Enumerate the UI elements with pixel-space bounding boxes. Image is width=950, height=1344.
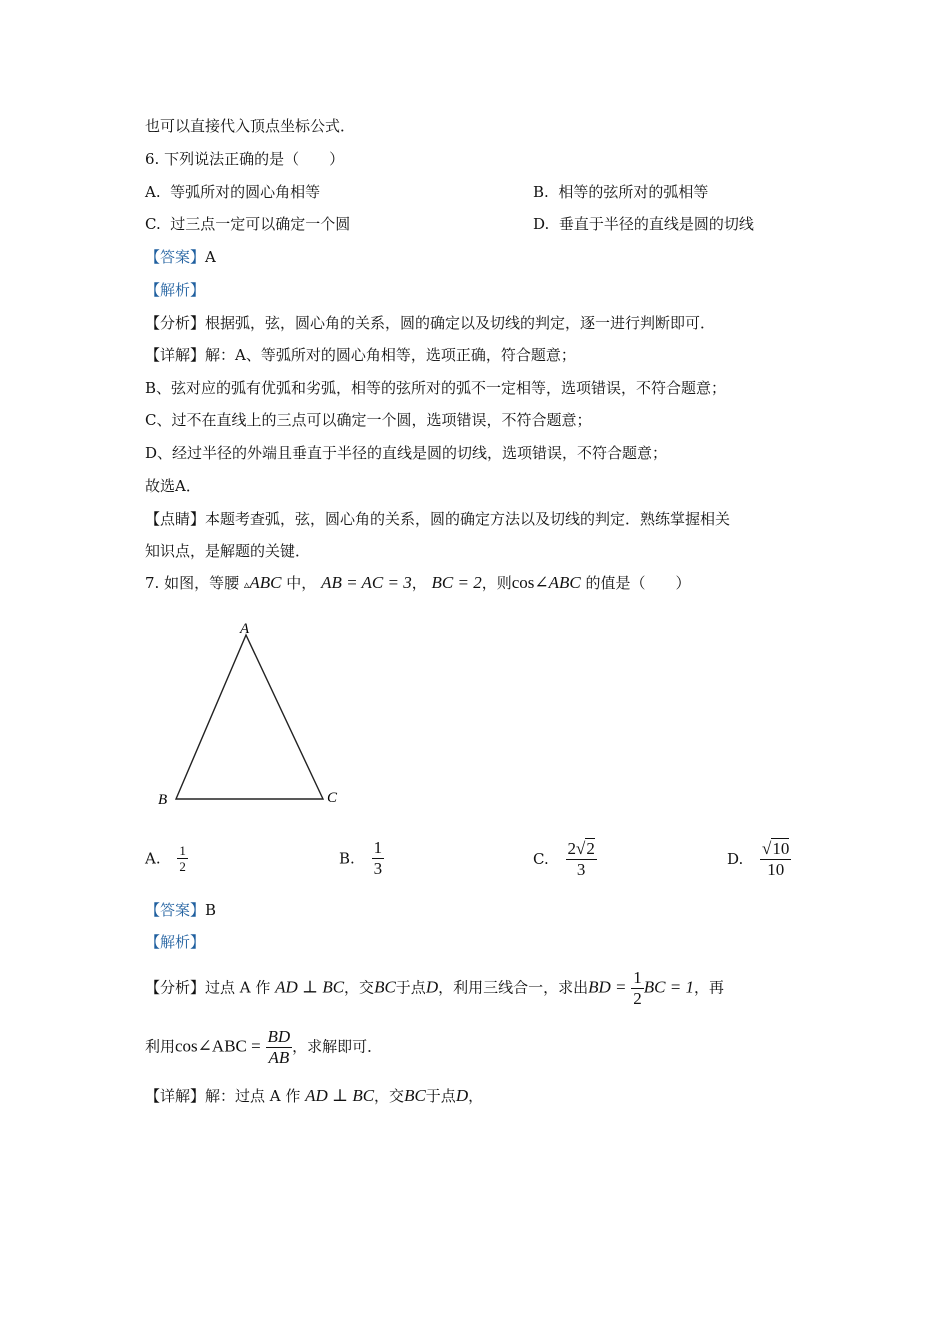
fenxi-text: ，利用三线合一，求出 xyxy=(438,978,589,997)
denominator: 3 xyxy=(373,859,383,878)
q7-xiangjie xyxy=(145,1086,483,1106)
q6-stem: 6. 下列说法正确的是（ ） xyxy=(145,150,345,168)
xiangjie-text: 解：过点 A 作 xyxy=(205,1087,301,1105)
half-fraction xyxy=(631,968,644,1009)
xiangjie-text: ，交 xyxy=(374,1087,405,1105)
denominator: 2 xyxy=(633,989,642,1008)
option-text: 过三点一定可以确定一个圆 xyxy=(170,215,351,233)
q6-option-b xyxy=(533,182,708,202)
q6-conclusion: 故选A． xyxy=(145,477,201,495)
analysis-tag: 【解析】 xyxy=(145,933,206,951)
option-letter: D. xyxy=(727,850,744,868)
option-letter: A. xyxy=(145,849,161,868)
fraction xyxy=(177,843,188,874)
stem-comma: ， xyxy=(411,574,427,592)
cos-abc-equals: cos∠ABC = xyxy=(175,1036,261,1056)
q6-answer xyxy=(145,247,216,267)
xiangjie-tag: 【详解】 xyxy=(145,346,206,364)
q7-option-d xyxy=(727,838,791,880)
cos-fraction xyxy=(266,1027,293,1068)
ad-perp-bc: AD ⊥ BC xyxy=(305,1086,375,1105)
equation-ab-ac: AB = AC = 3 xyxy=(321,573,412,592)
vertex-label-c: C xyxy=(327,790,338,806)
dianjing-text: 本题考查弧，弦，圆心角的关系，圆的确定方法以及切线的判定．熟练掌握相关 xyxy=(205,510,731,528)
triangle-figure xyxy=(150,615,350,815)
denominator: AB xyxy=(268,1048,290,1067)
fraction xyxy=(566,838,597,880)
triangle-symbol: ▵ xyxy=(243,579,250,591)
fenxi-text: ，再 xyxy=(693,978,724,997)
fenxi-text: 于点 xyxy=(395,978,426,997)
numerator: BD xyxy=(267,1027,291,1046)
xiangjie-text: 于点 xyxy=(425,1087,456,1105)
numerator: 1 xyxy=(179,843,186,858)
sqrt-sign: √ xyxy=(576,839,586,858)
xiangjie-text: ， xyxy=(468,1087,484,1105)
q7-option-b xyxy=(339,838,384,879)
answer-value: B xyxy=(205,901,217,919)
answer-tag: 【答案】 xyxy=(145,901,206,919)
q7-fenxi xyxy=(145,968,724,1009)
stem-ze: ，则 xyxy=(481,574,512,592)
xiangjie-text: 解：A、等弧所对的圆心角相等，选项正确，符合题意； xyxy=(205,346,576,364)
q6-dianjing-cont: 知识点，是解题的关键． xyxy=(145,542,311,560)
coefficient: 2 xyxy=(567,839,576,858)
fenxi-text: 根据弧，弦，圆心角的关系，圆的确定以及切线的判定，逐一进行判断即可． xyxy=(205,314,716,332)
bc-equals-1: BC = 1 xyxy=(643,977,694,997)
cos-angle: cos∠ xyxy=(511,573,549,592)
option-text: 相等的弦所对的弧相等 xyxy=(558,183,709,201)
stem-suffix: 的值是（ ） xyxy=(585,574,691,592)
fenxi-text: 过点 A 作 xyxy=(205,978,271,997)
option-text: 等弧所对的圆心角相等 xyxy=(170,183,321,201)
option-letter: C. xyxy=(145,215,161,233)
radicand: 10 xyxy=(772,839,790,858)
point-d: D xyxy=(455,1086,469,1105)
q6-line-b: B、弦对应的弧有优弧和劣弧，相等的弦所对的弧不一定相等，选项错误，不符合题意； xyxy=(145,379,727,397)
stem-zhong: 中， xyxy=(286,574,317,592)
radicand: 2 xyxy=(586,839,595,858)
option-letter: B. xyxy=(533,183,549,201)
sqrt-sign: √ xyxy=(762,839,772,858)
option-letter: A. xyxy=(145,183,161,201)
xiangjie-tag: 【详解】 xyxy=(145,1087,206,1105)
ad-perp-bc: AD ⊥ BC xyxy=(275,977,345,997)
option-text: 垂直于半径的直线是圆的切线 xyxy=(558,215,754,233)
q7-option-a xyxy=(145,843,188,874)
qiujie-text: ，求解即可． xyxy=(292,1037,383,1056)
fraction xyxy=(760,838,791,880)
dianjing-tag: 【点睛】 xyxy=(145,510,206,528)
equation-bc: BC = 2 xyxy=(431,573,482,592)
q7-fenxi-cont xyxy=(145,1027,382,1068)
option-letter: C. xyxy=(533,850,549,868)
stem-prefix: 7. 如图，等腰 xyxy=(145,574,240,592)
bd-equals: BD = xyxy=(588,977,627,997)
denominator: 3 xyxy=(576,860,586,879)
segment-bc: BC xyxy=(404,1086,426,1105)
numerator: 1 xyxy=(373,838,383,857)
q7-option-c xyxy=(533,838,597,880)
liyong-text: 利用 xyxy=(145,1037,176,1056)
q6-line-c: C、过不在直线上的三点可以确定一个圆，选项错误，不符合题意； xyxy=(145,411,592,429)
denominator: 2 xyxy=(179,859,186,874)
analysis-tag: 【解析】 xyxy=(145,281,206,299)
fraction xyxy=(372,838,385,879)
segment-bc: BC xyxy=(374,977,396,997)
vertex-label-b: B xyxy=(158,792,168,808)
numerator: 1 xyxy=(633,968,642,987)
q6-option-c xyxy=(145,214,350,234)
q7-answer xyxy=(145,900,216,920)
q6-option-a xyxy=(145,182,320,202)
q6-line-d: D、经过半径的外端且垂直于半径的直线是圆的切线，选项错误，不符合题意； xyxy=(145,444,668,462)
q6-xiangjie xyxy=(145,345,576,365)
answer-tag: 【答案】 xyxy=(145,248,206,266)
triangle-name: ABC xyxy=(249,573,282,592)
fenxi-text: ，交 xyxy=(344,978,375,997)
q6-dianjing xyxy=(145,509,730,529)
fenxi-tag: 【分析】 xyxy=(145,978,206,997)
vertex-label-a: A xyxy=(240,621,250,637)
triangle-shape xyxy=(176,635,323,799)
q6-fenxi xyxy=(145,313,715,333)
numerator xyxy=(566,838,597,860)
fenxi-tag: 【分析】 xyxy=(145,314,206,332)
intro-line: 也可以直接代入顶点坐标公式． xyxy=(145,117,356,135)
q6-analysis-heading xyxy=(145,280,205,300)
answer-value: A xyxy=(205,248,216,266)
numerator xyxy=(760,838,791,860)
option-letter: B. xyxy=(339,849,355,868)
denominator: 10 xyxy=(767,860,785,879)
q7-stem xyxy=(145,573,691,595)
q6-option-d xyxy=(533,214,754,234)
q7-analysis-heading xyxy=(145,932,205,952)
point-d: D xyxy=(425,977,439,997)
option-letter: D. xyxy=(533,215,550,233)
angle-name: ABC xyxy=(548,573,581,592)
